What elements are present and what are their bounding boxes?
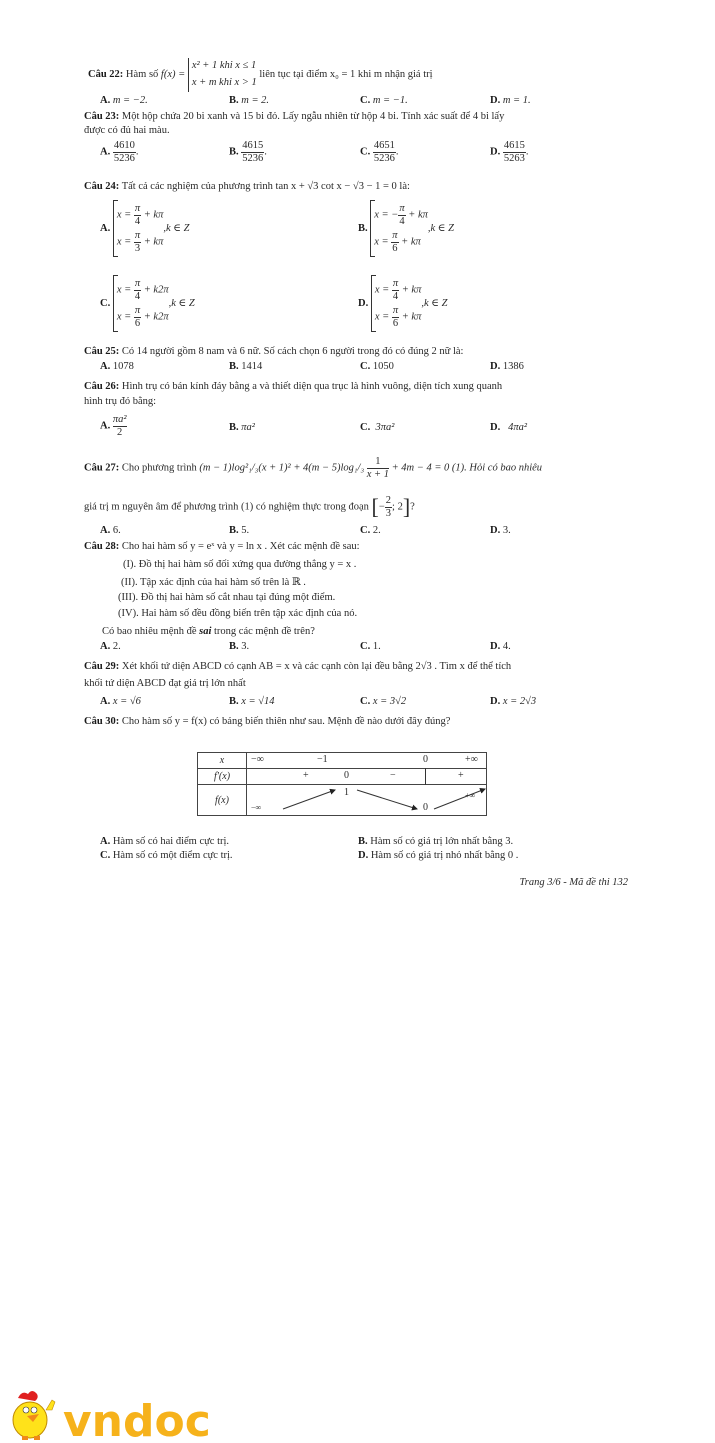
numerator: π [134,278,141,289]
denominator: 4 [134,215,141,227]
option-a [100,641,121,652]
numerator: π [392,305,399,317]
option-value: Hàm số có hai điểm cực trị. [112,836,230,847]
math: x = [374,311,392,323]
row-label: x [219,755,225,766]
option-b [229,641,249,652]
option-value: m = −1. [372,95,408,106]
x-value: +∞ [465,754,478,765]
option-value: 3πa² [375,422,395,433]
option-key: D. [490,641,501,652]
question-22 [88,58,433,92]
question-23 [84,111,504,122]
option-b [229,525,249,536]
denominator: 4 [399,215,405,227]
option-key: D. [490,696,501,707]
question-label: Câu 27: [84,462,120,474]
option-a: A. $\frac{4610}{5236}$ . [100,140,139,164]
x-value: −1 [317,754,328,765]
question-26 [84,381,502,392]
question-label: Câu 25: [84,346,120,357]
option-key: A. [100,146,111,158]
option-key: D. [490,525,501,536]
option-b [358,200,454,257]
question-text: Cho hai hàm số y = eˣ và y = ln x . Xét các mệnh đề sau: [121,541,360,552]
math: x = [116,284,134,296]
option-key: D. [358,850,369,861]
piecewise [188,58,257,92]
question-label: Câu 23: [84,111,120,122]
question-text: Hình trụ có bán kính đáy bằng a và thiết diện qua trục là hình vuông, diện tích xung quanh [121,381,503,392]
option-key: C. [360,641,371,652]
fraction [398,203,405,227]
option-a [100,361,134,372]
question-text: giá trị m nguyên âm để phương trình (1) có nghiệm thực trong đoạn [84,501,369,513]
option-key: D. [490,95,501,106]
option-value: 1050 [372,361,394,372]
question-text: hình trụ đó bằng: [84,396,157,407]
option-key: B. [229,525,239,536]
option-d [490,525,511,536]
question-text: Tất cả các nghiệm của phương trình tan x + √3 cot x − √3 − 1 = 0 là: [121,181,410,192]
denominator: 5263 [503,152,525,164]
option-key: B. [229,422,239,433]
fraction [134,230,141,254]
option-value: m = 1. [502,95,531,106]
numerator: 1 [367,456,389,469]
question-30 [84,716,450,727]
math: + kπ [143,209,164,221]
option-key: D. [490,422,501,433]
option-key: B. [358,836,368,847]
row-label: f(x) [215,794,229,806]
option-c [360,696,406,707]
math: x = [116,209,134,221]
solution-set [370,200,428,257]
option-value: 1078 [112,361,134,372]
numerator: 4651 [373,140,395,151]
option-key: B. [229,146,239,158]
option-key: C. [360,361,371,372]
sign: 0 [344,770,349,781]
numerator: π [134,203,141,214]
chicken-mascot-icon [13,1391,55,1440]
math: x = [116,311,134,323]
sign: − [390,770,396,781]
question-label: Câu 22: [88,69,124,81]
increasing-arrow [283,790,335,809]
denominator: 4 [134,290,141,302]
option-b [358,836,513,847]
question-28 [84,541,360,552]
option-key: B. [229,696,239,707]
numerator: π [134,305,141,317]
fraction [134,305,141,329]
fraction [134,203,141,227]
option-key: A. [100,223,111,234]
fraction [367,456,389,480]
math: x = [374,284,392,296]
option-d: D. $\frac{4615}{5263}$ . [490,140,529,164]
math: + kπ [401,236,421,248]
question-text: Xét khối tứ diện ABCD có cạnh AB = x và các cạnh còn lại đều bằng 2√3 . Tìm x để thể tích [121,661,512,672]
question-text: Cho hàm số y = f(x) có bảng biến thiên như sau. Mệnh đề nào dưới đây đúng? [121,716,451,727]
option-key: A. [100,420,111,432]
question-label: Câu 29: [84,661,120,672]
option-key: C. [100,850,111,861]
numerator: 4615 [242,140,264,151]
math: ? [410,501,415,513]
option-value: x = √6 [112,696,141,707]
option-d [490,95,531,106]
option-key: D. [490,361,501,372]
option-d [490,361,524,372]
option-key: C. [360,146,371,158]
question-text: khối tứ diện ABCD đạt giá trị lớn nhất [84,678,246,689]
option-key: C. [360,95,371,106]
denominator: 4 [392,290,399,302]
decreasing-arrow [357,790,417,809]
option-value: 6. [112,525,121,536]
emphasis: sai [199,626,212,637]
denominator: 5236 [113,152,135,164]
f-value: 1 [344,787,349,798]
math: + k2π [143,284,169,296]
math: x = − [374,209,399,221]
option-c [360,95,408,106]
denominator: 3 [134,242,141,254]
sign: + [303,770,309,781]
option-value: Hàm số có một điểm cực trị. [112,850,233,861]
x-value: −∞ [251,754,264,765]
fraction [373,140,396,164]
denominator: 6 [392,317,399,329]
denominator: 6 [134,317,141,329]
denominator: x + 1 [366,468,389,480]
option-value: 1. [372,641,381,652]
question-label: Câu 30: [84,716,120,727]
f-value: −∞ [251,803,262,812]
option-key: A. [100,361,111,372]
option-c [100,275,195,332]
question-27-line2: giá trị m nguyên âm để phương trình (1) có nghiệm thực trong đoạn [− $\frac{2}{3}$ ; 2]? [84,494,415,520]
option-a [100,200,190,257]
option-key: B. [229,361,239,372]
fraction [385,495,392,519]
option-key: C. [360,525,371,536]
option-c [360,422,394,433]
logo-wordmark: vndoc [63,1396,211,1442]
option-value: 4. [502,641,511,652]
option-value: 2. [372,525,381,536]
option-key: B. [229,95,239,106]
option-value: 4πa² [508,422,528,433]
option-value: 1414 [241,361,263,372]
math: + kπ [401,284,422,296]
option-a [100,525,121,536]
math: x = [116,236,134,248]
option-key: A. [100,525,111,536]
fraction [134,278,141,302]
fraction [113,414,127,438]
option-value: 2. [112,641,121,652]
numerator: 4615 [503,140,525,151]
option-key: A. [100,836,111,847]
numerator: π [392,278,399,289]
option-a [100,95,148,106]
fraction [392,305,399,329]
question-label: Câu 24: [84,181,120,192]
math: ; 2 [392,501,403,513]
option-a [100,414,127,438]
denominator: 3 [385,507,392,519]
option-c [360,641,381,652]
option-key: C. [360,422,371,433]
case-2: x + m khi x > 1 [191,76,257,88]
option-a [100,836,229,847]
option-key: A. [100,641,111,652]
option-b [229,95,269,106]
f-value: +∞ [465,791,476,800]
question-text: Cho phương trình [121,462,197,474]
question-text: liên tục tại điểm x₀ = 1 khi m nhận giá trị [259,69,433,81]
vndoc-logo [8,1386,223,1442]
option-d [490,641,511,652]
denominator: 2 [117,426,123,438]
statement: (I). Đồ thị hai hàm số đối xứng qua đường thẳng y = x . [123,559,357,570]
option-key: D. [358,298,369,309]
numerator: 4610 [113,140,135,151]
numerator: π [392,230,398,242]
option-key: A. [100,696,111,707]
option-b [229,696,275,707]
fraction [113,140,136,164]
numerator: 2 [385,495,392,506]
option-key: A. [100,95,111,106]
option-c [360,361,394,372]
option-b [229,422,255,433]
math: f(x) = [160,69,186,81]
variation-arrows [247,785,487,816]
option-value: m = −2. [112,95,148,106]
math: ,k ∈ Z [427,223,455,234]
math: + k2π [143,311,169,323]
option-value: Hàm số có giá trị nhỏ nhất bằng 0 . [370,850,519,861]
denominator: 5236 [242,152,264,164]
variation-table [197,752,487,816]
numerator: πa² [112,414,127,425]
question-24 [84,181,410,192]
question-27 [84,456,542,480]
option-a [100,696,141,707]
option-c [100,850,233,861]
fraction [392,278,399,302]
question-text: Có bao nhiêu mệnh đề [102,626,200,637]
solution-set [113,200,164,257]
numerator: π [399,203,405,214]
option-value: πa² [241,422,255,433]
option-value: 3. [502,525,511,536]
option-value: Hàm số có giá trị lớn nhất bằng 3. [370,836,514,847]
option-key: D. [490,146,501,158]
math: ,k ∈ Z [163,223,190,234]
increasing-arrow [434,789,485,809]
option-value: x = 2√3 [502,696,537,707]
option-d [358,850,518,861]
question-text: Một hộp chứa 20 bi xanh và 15 bi đỏ. Lấy ngẫu nhiên từ hộp 4 bi. Tính xác suất để 4 bi lấy [121,111,505,122]
denominator: 6 [392,242,398,254]
statement: (III). Đồ thị hai hàm số cắt nhau tại đúng một điểm. [118,592,336,603]
f-value: 0 [423,802,428,813]
fraction [391,230,398,254]
math: + kπ [143,236,164,248]
option-c: C. $\frac{4651}{5236}$ . [360,140,399,164]
solution-set [113,275,169,332]
option-value: 5. [241,525,250,536]
option-b: B. $\frac{4615}{5236}$ . [229,140,267,164]
math: x = [374,236,392,248]
math: ,k ∈ Z [421,298,448,309]
question-text: Hàm số [125,69,159,81]
option-key: B. [229,641,239,652]
math: + 4m − 4 = 0 (1). Hỏi có bao nhiêu [391,462,543,474]
denominator: 5236 [373,152,395,164]
math: (m − 1)log²₁/₃(x + 1)² + 4(m − 5)log₁/₃ [199,462,365,474]
sign: + [458,770,464,781]
option-value: x = √14 [241,696,275,707]
option-b [229,361,262,372]
option-key: C. [100,298,111,309]
question-text: trong các mệnh đề trên? [211,626,315,637]
statement: (II). Tập xác định của hai hàm số trên là ℝ . [121,577,306,588]
question-25 [84,346,463,357]
question-28-ask [102,626,315,637]
option-key: B. [358,223,368,234]
question-text: được có đủ hai màu. [84,125,170,136]
question-text: Có 14 người gồm 8 nam và 6 nữ. Số cách chọn 6 người trong đó có đúng 2 nữ là: [121,346,464,357]
math: + kπ [401,311,422,323]
option-d [358,275,448,332]
option-value: 3. [241,641,250,652]
option-c [360,525,381,536]
option-value: 1386 [502,361,524,372]
statement: (IV). Hai hàm số đều đồng biến trên tập xác định của nó. [118,608,358,619]
option-key: C. [360,696,371,707]
math: + kπ [408,209,428,221]
option-d [490,696,536,707]
option-d [490,422,527,433]
option-value: x = 3√2 [372,696,407,707]
row-label: f′(x) [213,771,231,782]
fraction [503,140,526,164]
fraction [241,140,264,164]
page-footer: Trang 3/6 - Mã đề thi 132 [519,877,628,888]
question-29 [84,661,511,672]
case-1: x² + 1 khi x ≤ 1 [191,60,257,71]
numerator: π [134,230,141,242]
question-label: Câu 26: [84,381,120,392]
math: ,k ∈ Z [168,298,195,309]
solution-set [371,275,422,332]
x-value: 0 [423,754,428,765]
option-value: m = 2. [241,95,270,106]
question-label: Câu 28: [84,541,120,552]
math: − [378,501,385,513]
